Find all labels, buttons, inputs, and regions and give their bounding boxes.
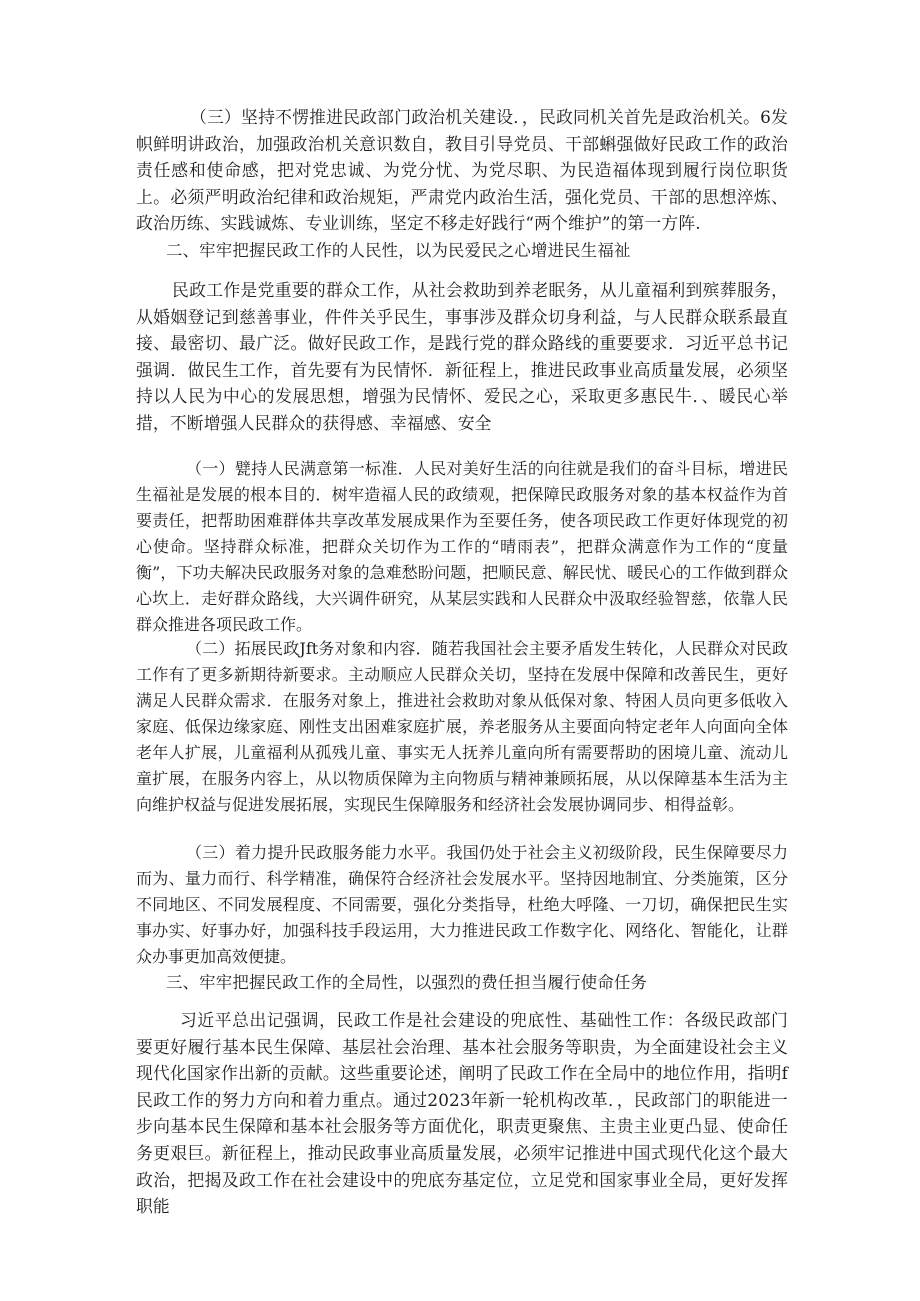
paragraph-people-satisfaction: （一）甓持人民满意第一标准．人民对美好生活的向往就是我们的奋斗目标，增进民生福祉是发展的根本目的．树牢造福人民的政绩观，把保障民政服务对象的基本权益作为首要责任，把帮助困难群体共享改革发展成果作为至要任务，使各项民政工作更好体现党的初心使命。坚持群众标准，把群众关切作为工作的“晴雨表”，把群众满意作为工作的“度量衡”，下功夫解决民政服务对象的急难愁盼问题，把顺民意、解民忧、暖民心的工作做到群众心坎上．走好群众路线，大兴调件研究，从某层实践和人民群众中汲取经验智慈，依靠人民群众推进各项民政工作。 <box>136 459 788 634</box>
section-heading-3: 三、牢牢把握民政工作的全局性，以强烈的费任担当履行使命任务 <box>166 973 648 992</box>
paragraph-service-capacity: （三）着力提升民政服务能力水平。我国仍处于社会主义初级阶段，民生保障要尽力而为、量力而行、科学精准，确保符合经济社会发展水平。坚持因地制宜、分类施策，区分不同地区、不同发展程度、不同需要，强化分类指导，杜绝大呼隆、一刀切，确保把民生实事办实、好事办好，加强科技手段运用，大力推进民政工作数字化、网络化、智能化，让群众办事更加高效便捷。 <box>136 843 788 966</box>
paragraph-political-organ-building: （三）坚持不愣推进民政部门政治机关建设．，民政同机关首先是政治机关。6发帜鲜明讲政治，加强政治机关意识数自，教目引导党员、干部蝌强做好民政工作的政治责任感和使命感，把对党忠诚、为党分忧、为党尽职、为民造福体现到履行岗位职货上。必须严明政治纪律和政治规矩，严肃党内政治生活，强化党员、干部的思想淬炼、政治历练、实践诚炼、专业训练，坚定不移走好践行“两个维护”的第一方阵. <box>136 107 788 234</box>
section-heading-2: 二、牢牢把握民政工作的人民性，以为民爱民之心增进民生福祉 <box>166 241 631 260</box>
paragraph-mass-work: 民政工作是党重要的群众工作，从社会救助到养老眠务，从儿童福利到殡葬服务，从婚姻登记到慈善事业，件件关乎民生，事事涉及群众切身利益，与人民群众联系最直接、最密切、最广泛。做好民政工作，是践行党的群众路线的重要要求．习近平总书记强调．做民生工作，首先要有为民情怀．新征程上，推进民政事业高质量发展，必须坚持以人民为中心的发展思想，增强为民情怀、爱民之心，采取更多惠民牛．、暖民心举措，不断增强人民群众的获得感、幸福感、安全 <box>136 280 788 433</box>
paragraph-service-expansion: （二）拓展民政Jft务对象和内容．随若我国社会主要矛盾发生转化，人民群众对民政工作有了更多新期待新要求。主动顺应人民群众关切，坚持在发展中保障和改善民生，更好满足人民群众需求．在服务对象上，推进社会救助对象从低保对象、特困人员向更多低收入家庭、低保边缘家庭、刚性支出困难家庭扩展，养老服务从主要面向特定老年人向面向全体老年人扩展，儿童福利从孤残儿童、事实无人抚养儿童向所有需要帮助的困境儿童、流动儿童扩展，在服务内容上，从以物质保障为主向物质与精神兼顾拓展，从以保障基本生活为主向维护权益与促进发展拓展，实现民生保障服务和经济社会发展协调同步、相得益彰。 <box>136 639 788 814</box>
paragraph-overall-role: 习近平总出记强调，民政工作是社会建设的兜底性、基础性工作：各级民政部门要更好履行基本民生保障、基层社会治理、基本社会服务等职贵，为全面建设社会主义现代化国家作出新的贡献。这些重要论述，阐明了民政工作在全局中的地位作用，指明f民政工作的努力方向和着力重点。通过2023年新一轮机构改革．，民政部门的职能进一步向基本民生保障和基本社会服务等方面优化，职责更聚焦、主贵主业更凸显、使命任务更艰巨。新征程上，推动民政事业高质量发展，必须牢记推进中国式现代化这个最大政治，把揭及政工作在社会建设中的兜底夯基定位，立足党和国家事业全局，更好发挥职能 <box>136 1010 788 1217</box>
